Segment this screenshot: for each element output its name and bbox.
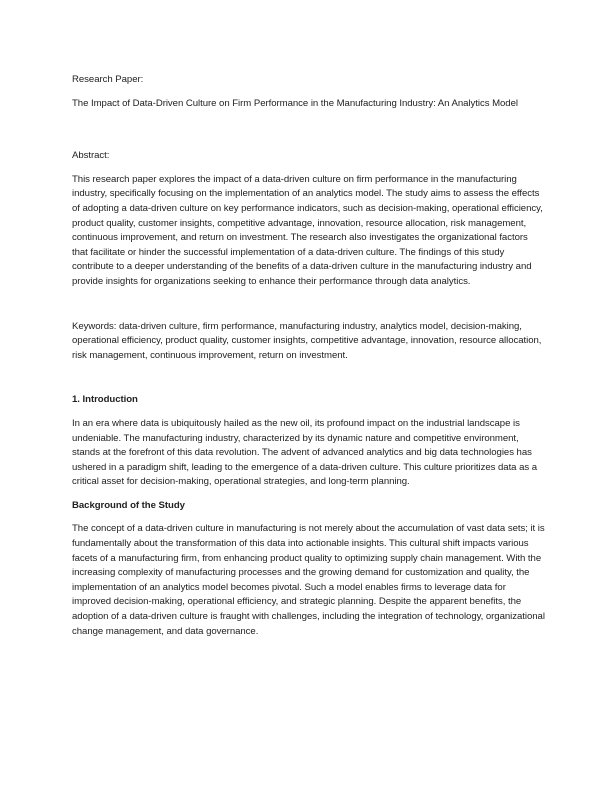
abstract-text: This research paper explores the impact of a data-driven culture on firm performance in the manufacturing industry, specifically focusing on the implementation of an analytics model. The study aims to assess the effects of adopting a data-driven culture on key performance indicators, such as decision-making, operational efficiency, product quality, customer insights, competitive advantage, innovation, resource allocation, risk management, continuous improvement, and return on investment. The research also investigates the organizational factors that facilitate or hinder the successful implementation of a data-driven culture. The findings of this study contribute to a deeper understanding of the benefits of a data-driven culture in the manufacturing industry and provide insights for organizations seeking to enhance their performance through data analytics. — [72, 173, 543, 287]
paper-title: The Impact of Data-Driven Culture on Firm Performance in the Manufacturing Industry: An Analytics Model — [72, 97, 518, 109]
introduction-text: In an era where data is ubiquitously hailed as the new oil, its profound impact on the industrial landscape is undeniable. The manufacturing industry, characterized by its dynamic nature and competitive environment, stands at the forefront of this data revolution. The advent of advanced analytics and big data technologies has ushered in a paradigm shift, leading to the emergence of a data-driven culture. This culture prioritizes data as a critical asset for decision-making, operational strategies, and long-term planning. — [72, 417, 538, 488]
abstract-label: Abstract: — [72, 150, 110, 162]
introduction-heading: 1. Introduction — [72, 394, 138, 406]
paper-label: Research Paper: — [72, 74, 144, 85]
document-page — [72, 73, 546, 648]
keywords-text: Keywords: data-driven culture, firm performance, manufacturing industry, analytics model, decision-making, operational efficiency, product quality, customer insights, competitive advantage, innovation, resource allocation, risk management, continuous improvement, return on investment. — [72, 320, 542, 361]
background-text: The concept of a data-driven culture in manufacturing is not merely about the accumulation of vast data sets; it is fundamentally about the transformation of this data into actionable insights. This cultural shift impacts various facets of a manufacturing firm, from enhancing product quality to optimizing supply chain management. With the increasing complexity of manufacturing processes and the growing demand for customization and quality, the implementation of an analytics model becomes pivotal. Such a model enables firms to leverage data for improved decision-making, operational efficiency, and strategic planning. Despite the apparent benefits, the adoption of a data-driven culture is fraught with challenges, including the integration of technology, organizational change management, and data governance. — [72, 523, 545, 637]
background-heading: Background of the Study — [72, 499, 185, 511]
